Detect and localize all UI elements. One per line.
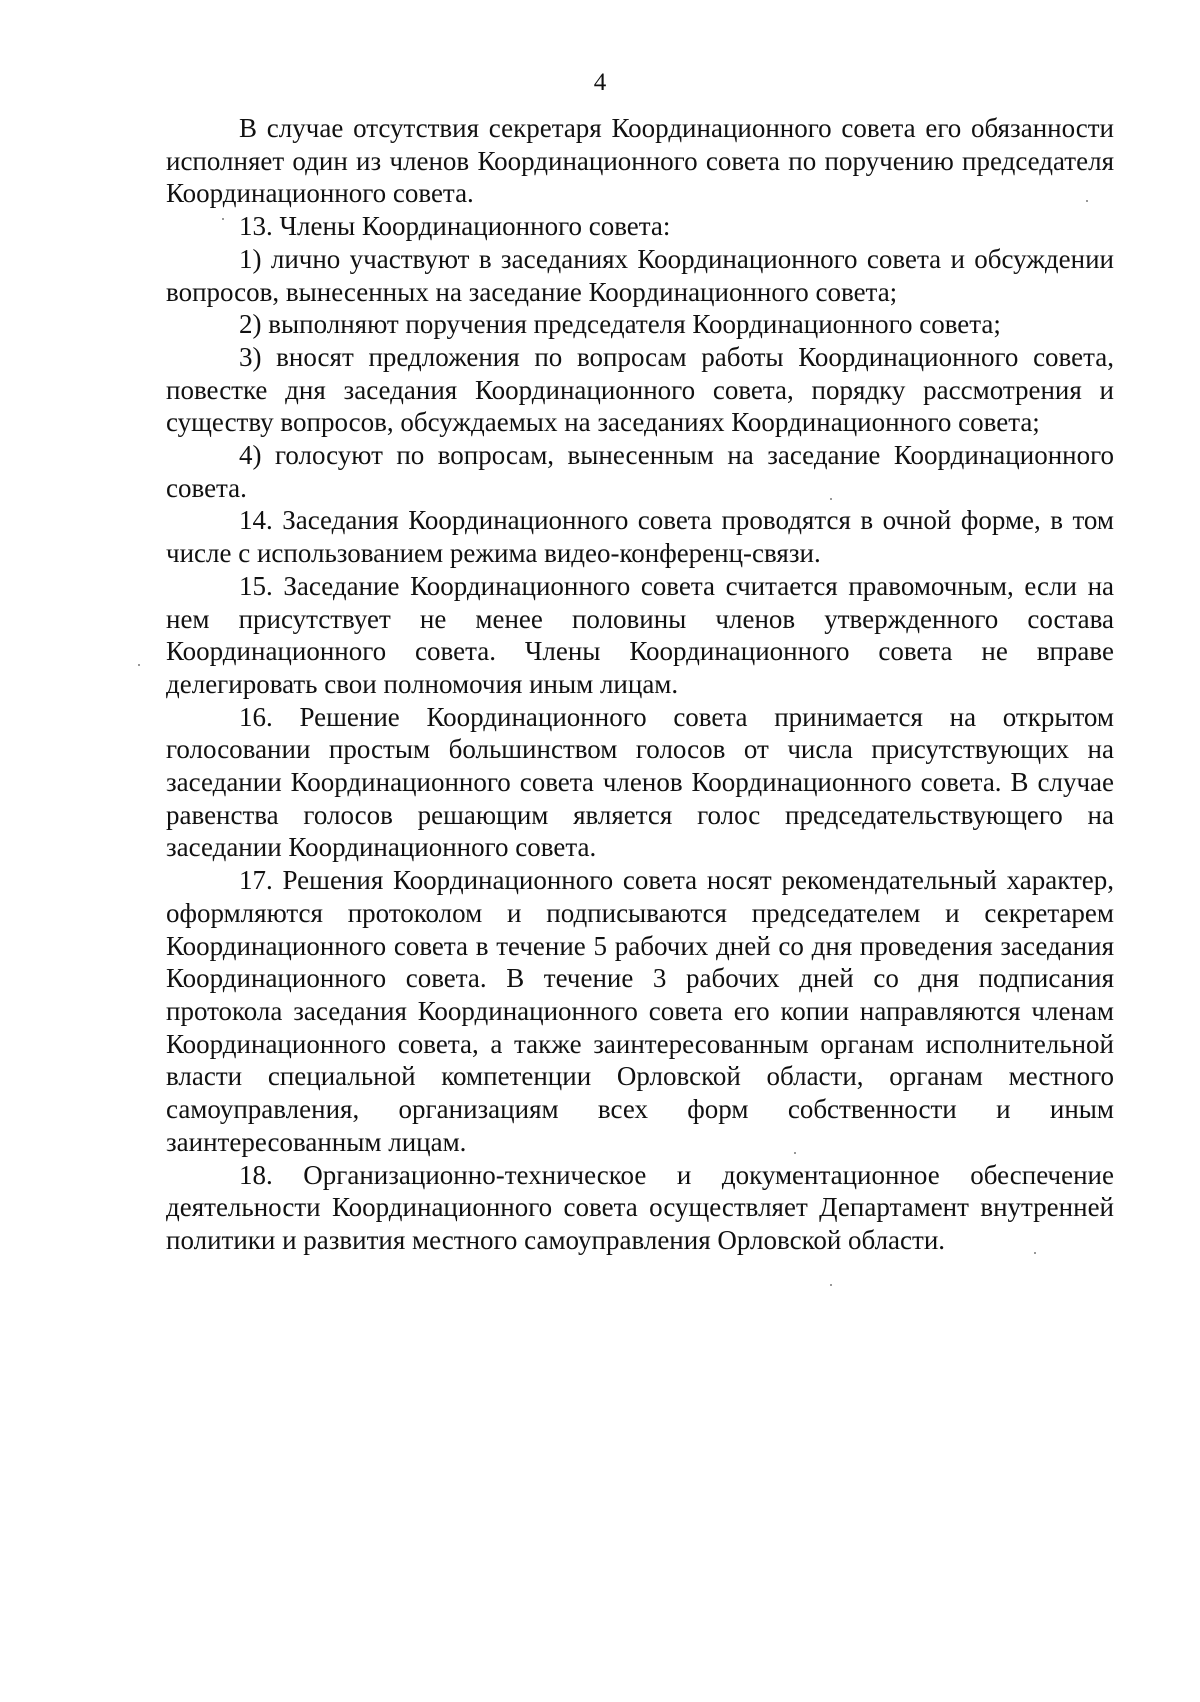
scan-speck [794,1152,796,1154]
paragraph-14: 14. Заседания Координационного совета проводятся в очной форме, в том числе с использованием режима видео-конференц-связи. [166,505,1114,569]
paragraph-15: 15. Заседание Координационного совета считается правомочным, если на нем присутствует не менее половины членов утвержденного состава Координационного совета. Члены Координационного совета не вправе делегировать свои полномочия иным лицам. [166,570,1114,699]
page-number: 4 [593,69,607,96]
paragraph-17: 17. Решения Координационного совета носят рекомендательный характер, оформляются протоколом и подписываются председателем и секретарем Координационного совета в течение 5 рабочих дней со дня проведения заседания Координационного совета. В течение 3 рабочих дней со дня подписания протокола заседания Координационного совета его копии направляются членам Координационного совета, а также заинтересованным органам исполнительной власти специальной компетенции Орловской области, органам местного самоуправления, организациям всех форм собственности и иным заинтересованным лицам. [166,865,1114,1157]
scan-speck [1086,200,1088,202]
scan-speck [830,498,832,500]
paragraph-16: 16. Решение Координационного совета принимается на открытом голосовании простым большинством голосов от числа присутствующих на заседании Координационного совета членов Координационного совета. В случае равенства голосов решающим является голос председательствующего на заседании Координационного совета. [166,701,1114,863]
paragraph-13-item-1: 1) лично участвуют в заседаниях Координационного совета и обсуждении вопросов, вынесенных на заседание Координационного совета; [166,243,1114,307]
scan-speck [138,664,140,666]
paragraph-18: 18. Организационно-техническое и документационное обеспечение деятельности Координационного совета осуществляет Департамент внутренней политики и развития местного самоуправления Орловской области. [166,1159,1114,1255]
paragraph-13-item-4: 4) голосуют по вопросам, вынесенным на заседание Координационного совета. [166,440,1114,503]
paragraph-secretary-absence: В случае отсутствия секретаря Координационного совета его обязанности исполняет один из членов Координационного совета по поручению председателя Координационного совета. [166,113,1114,209]
paragraph-13-item-3: 3) вносят предложения по вопросам работы Координационного совета, повестке дня заседания Координационного совета, порядку рассмотрения и существу вопросов, обсуждаемых на заседаниях Координационного совета; [166,341,1114,438]
document-body [166,112,1114,1257]
scan-speck [1034,1252,1036,1254]
paragraph-13-item-2: 2) выполняют поручения председателя Координационного совета; [239,309,1001,340]
paragraph-13-heading: 13. Члены Координационного совета: [239,211,671,242]
scan-speck [222,218,224,220]
scan-speck [830,1284,832,1286]
